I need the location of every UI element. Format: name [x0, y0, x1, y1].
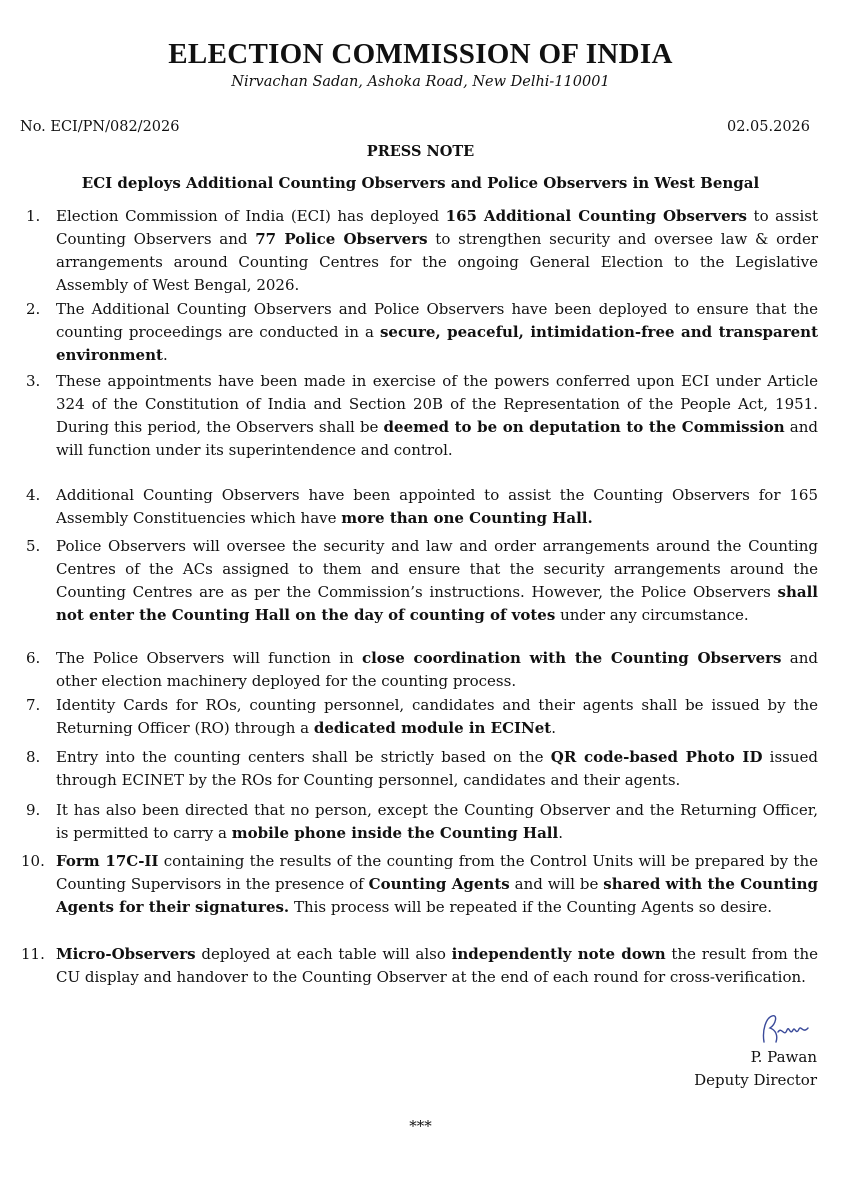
- emphasis-text: shall not enter the Counting Hall on the day of counting of votes: [56, 583, 818, 624]
- paragraph-11: [21, 943, 818, 989]
- paragraph-text: [56, 537, 818, 624]
- paragraph-number: 5.: [26, 537, 41, 555]
- body-text: The Additional Counting Observers and Police Observers have been deployed to ensure that the counting proceedings are conducted in a: [56, 300, 818, 341]
- paragraph-number: 10.: [21, 852, 45, 870]
- paragraph-9: [26, 799, 818, 845]
- paragraph-number: 6.: [26, 649, 41, 667]
- body-text: .: [162, 346, 168, 364]
- paragraph-text: [56, 486, 818, 527]
- end-mark: ***: [409, 1117, 432, 1135]
- paragraph-text: [56, 801, 818, 842]
- emphasis-text: mobile phone inside the Counting Hall: [231, 824, 559, 842]
- body-text: containing the results of the counting from the Control Units will be prepared by the Counting Supervisors in the presence of: [56, 852, 818, 893]
- emphasis-text: deemed to be on deputation to the Commission: [383, 418, 785, 436]
- body-text: and will function under its superintendence and control.: [56, 418, 818, 459]
- signatory-designation: Deputy Director: [694, 1071, 817, 1089]
- paragraph-3: [26, 370, 818, 462]
- emphasis-text: Counting Agents: [368, 875, 510, 893]
- paragraph-1: [26, 205, 818, 297]
- paragraph-7: [26, 694, 818, 740]
- paragraph-number: 4.: [26, 486, 41, 504]
- body-text: the result from the CU display and handover to the Counting Observer at the end of each round for cross-verification.: [56, 945, 818, 986]
- paragraph-number: 8.: [26, 748, 41, 766]
- body-text: .: [558, 824, 563, 842]
- paragraph-number: 2.: [26, 300, 41, 318]
- paragraph-number: 3.: [26, 372, 41, 390]
- emphasis-text: Micro-Observers: [56, 945, 196, 963]
- body-text: Identity Cards for ROs, counting personnel, candidates and their agents shall be issued by the Returning Officer (RO) through a: [56, 696, 818, 737]
- emphasis-text: Form 17C-II: [56, 852, 159, 870]
- paragraph-text: [56, 649, 818, 690]
- signatory-name: P. Pawan: [750, 1048, 817, 1066]
- paragraph-6: [26, 647, 818, 693]
- paragraph-text: [56, 300, 818, 364]
- emphasis-text: 165 Additional Counting Observers: [445, 207, 748, 225]
- emphasis-text: dedicated module in ECINet: [313, 719, 552, 737]
- emphasis-text: independently note down: [451, 945, 666, 963]
- press-note-headline: ECI deploys Additional Counting Observers and Police Observers in West Bengal: [81, 174, 760, 192]
- document-type: PRESS NOTE: [366, 143, 475, 160]
- emphasis-text: QR code-based Photo ID: [550, 748, 763, 766]
- emphasis-text: secure, peaceful, intimidation-free and transparent environment: [56, 323, 819, 364]
- body-text: This process will be repeated if the Counting Agents so desire.: [289, 898, 772, 916]
- emphasis-text: 77 Police Observers: [255, 230, 428, 248]
- paragraph-5: [26, 535, 818, 627]
- body-text: and other election machinery deployed for the counting process.: [56, 649, 818, 690]
- paragraph-text: [56, 696, 818, 737]
- paragraph-number: 11.: [21, 945, 45, 963]
- body-text: Election Commission of India (ECI) has deployed: [56, 207, 446, 225]
- handwritten-signature: [754, 1012, 814, 1050]
- body-text: It has also been directed that no person, except the Counting Observer and the Returning Officer, is permitted to carry a: [56, 801, 818, 842]
- body-text: deployed at each table will also: [195, 945, 452, 963]
- document-date: 02.05.2026: [726, 119, 810, 135]
- body-text: Entry into the counting centers shall be strictly based on the: [56, 748, 551, 766]
- paragraph-text: [56, 372, 818, 459]
- paragraph-4: [26, 484, 818, 530]
- body-text: to strengthen security and oversee law & order arrangements around Counting Centres for the ongoing General Election to the Legislative Assembly of West Bengal, 2026.: [56, 230, 818, 294]
- emphasis-text: shared with the Counting Agents for their signatures.: [56, 875, 818, 916]
- paragraph-text: [56, 748, 818, 789]
- organisation-address: Nirvachan Sadan, Ashoka Road, New Delhi-110001: [231, 74, 610, 90]
- body-text: .: [551, 719, 557, 737]
- paragraph-text: [56, 207, 818, 294]
- paragraph-2: [26, 298, 819, 367]
- paragraph-number: 7.: [26, 696, 41, 714]
- body-text: and will be: [509, 875, 604, 893]
- emphasis-text: close coordination with the Counting Observers: [361, 649, 782, 667]
- paragraph-text: [56, 852, 818, 916]
- body-text: issued through ECINET by the ROs for Counting personnel, candidates and their agents.: [56, 748, 818, 789]
- paragraph-8: [26, 746, 818, 792]
- emphasis-text: more than one Counting Hall.: [341, 509, 593, 527]
- body-text: Additional Counting Observers have been appointed to assist the Counting Observers for 165 Assembly Constituencies which have: [56, 486, 818, 527]
- organisation-title: ELECTION COMMISSION OF INDIA: [168, 38, 673, 70]
- paragraph-number: 1.: [26, 207, 41, 225]
- paragraph-text: [56, 945, 818, 986]
- body-text: under any circumstance.: [555, 606, 749, 624]
- body-text: Police Observers will oversee the security and law and order arrangements around the Counting Centres of the ACs assigned to them and ensure that the security arrangements around the Counting Centres are as per the Commission’s instructions. However, the Police Observers: [56, 537, 818, 601]
- body-text: to assist Counting Observers and: [56, 207, 818, 248]
- paragraph-10: [21, 850, 818, 919]
- paragraph-number: 9.: [26, 801, 41, 819]
- body-text: The Police Observers will function in: [56, 649, 362, 667]
- reference-number: No. ECI/PN/082/2026: [20, 119, 180, 135]
- body-text: These appointments have been made in exercise of the powers conferred upon ECI under Article 324 of the Constitution of India and Section 20B of the Representation of the People Act, 1951. During this period, the Observers shall be: [56, 372, 818, 436]
